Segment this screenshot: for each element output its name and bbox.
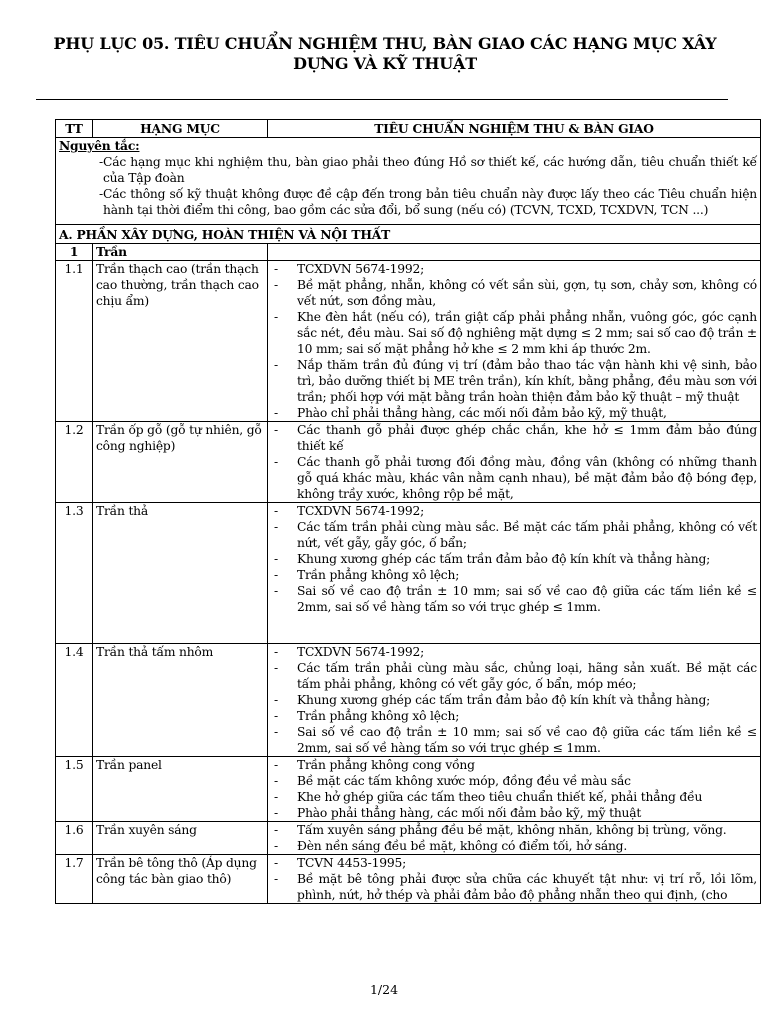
standard-list <box>271 757 757 821</box>
table-row <box>56 757 761 822</box>
group-tt: 1 <box>56 244 93 261</box>
section-a-title: A. PHẦN XÂY DỰNG, HOÀN THIỆN VÀ NỘI THẤT <box>56 225 761 244</box>
row-tt: 1.6 <box>56 822 93 855</box>
standard-list <box>271 855 757 903</box>
standard-item: - TCXDVN 5674-1992; <box>271 503 757 519</box>
standard-item: - Phào chỉ phải thẳng hàng, các mối nối đảm bảo kỹ, mỹ thuật, <box>271 405 757 421</box>
row-tt: 1.5 <box>56 757 93 822</box>
row-tt: 1.3 <box>56 503 93 644</box>
principle-item: - Các hạng mục khi nghiệm thu, bàn giao phải theo đúng Hồ sơ thiết kế, các hướng dẫn, tiêu chuẩn thiết kế của Tập đoàn <box>77 154 757 186</box>
row-item-name: Trần bê tông thô (Áp dụng công tác bàn giao thô) <box>93 855 268 904</box>
title-line-2: DỰNG VÀ KỸ THUẬT <box>293 54 477 73</box>
row-standard <box>268 855 761 904</box>
document-title <box>40 34 730 74</box>
standard-item: - Bề mặt các tấm không xước móp, đồng đều về màu sắc <box>271 773 757 789</box>
row-item-name: Trần panel <box>93 757 268 822</box>
table-row <box>56 261 761 422</box>
standard-item: - Khung xương ghép các tấm trần đảm bảo độ kín khít và thẳng hàng; <box>271 551 757 567</box>
header-tt: TT <box>56 120 93 138</box>
row-standard <box>268 503 761 644</box>
row-item-name: Trần ốp gỗ (gỗ tự nhiên, gỗ công nghiệp) <box>93 422 268 503</box>
table-row <box>56 644 761 757</box>
standard-item: - Trần phẳng không cong vồng <box>271 757 757 773</box>
standard-list <box>271 422 757 502</box>
row-tt: 1.4 <box>56 644 93 757</box>
row-tt: 1.2 <box>56 422 93 503</box>
row-standard <box>268 644 761 757</box>
row-tt: 1.7 <box>56 855 93 904</box>
row-standard <box>268 261 761 422</box>
principles-row <box>56 138 761 225</box>
standard-item: - Khe hở ghép giữa các tấm theo tiêu chuẩn thiết kế, phải thẳng đều <box>271 789 757 805</box>
header-item: HẠNG MỤC <box>93 120 268 138</box>
row-item-name: Trần thả <box>93 503 268 644</box>
standard-item: - Tấm xuyên sáng phẳng đều bề mặt, không nhăn, không bị trùng, võng. <box>271 822 757 838</box>
standard-list <box>271 644 757 756</box>
standard-item: - Bề mặt bê tông phải được sửa chữa các khuyết tật như: vị trí rỗ, lồi lõm, phình, nứt, hở thép và phải đảm bảo độ phẳng nhẵn theo qui định, (cho <box>271 871 757 903</box>
title-line-1: PHỤ LỤC 05. TIÊU CHUẨN NGHIỆM THU, BÀN GIAO CÁC HẠNG MỤC XÂY <box>53 34 717 53</box>
standard-item: - Nắp thăm trần đủ đúng vị trí (đảm bảo thao tác vận hành khi vệ sinh, bảo trì, bảo dưỡng thiết bị ME trên trần), kín khít, bằng phẳng, đều màu sơn với trần; phối hợp với mặt bằng trần hoàn thiện đảm bảo kỹ thuật – mỹ thuật <box>271 357 757 405</box>
standard-item: - Các tấm trần phải cùng màu sắc. Bề mặt các tấm phải phẳng, không có vết nứt, vết gẫy, gẫy góc, ố bẩn; <box>271 519 757 551</box>
table-row <box>56 503 761 644</box>
row-item-name: Trần xuyên sáng <box>93 822 268 855</box>
row-standard <box>268 422 761 503</box>
table-row <box>56 422 761 503</box>
standard-item: - TCXDVN 5674-1992; <box>271 644 757 660</box>
standard-item: - Các thanh gỗ phải được ghép chắc chắn, khe hở ≤ 1mm đảm bảo đúng thiết kế <box>271 422 757 454</box>
group-row <box>56 244 761 261</box>
table-row <box>56 855 761 904</box>
page-number: 1/24 <box>369 982 399 997</box>
standard-item: - Bề mặt phẳng, nhẵn, không có vết sần sùi, gợn, tụ sơn, chảy sơn, không có vết nứt, sơn đồng màu, <box>271 277 757 309</box>
section-row <box>56 225 761 244</box>
standard-item: - Trần phẳng không xô lệch; <box>271 567 757 583</box>
row-standard <box>268 822 761 855</box>
standard-item: - Các tấm trần phải cùng màu sắc, chủng loại, hãng sản xuất. Bề mặt các tấm phải phẳng, không có vết gẫy góc, ố bẩn, móp méo; <box>271 660 757 692</box>
row-item-name: Trần thả tấm nhôm <box>93 644 268 757</box>
principles-list <box>59 154 757 218</box>
standard-item: - Đèn nền sáng đều bề mặt, không có điểm tối, hở sáng. <box>271 838 757 854</box>
standard-list <box>271 503 757 615</box>
row-standard <box>268 757 761 822</box>
acceptance-standards-table <box>55 119 761 904</box>
row-tt: 1.1 <box>56 261 93 422</box>
standard-item: - Sai số về cao độ trần ± 10 mm; sai số về cao độ giữa các tấm liền kề ≤ 2mm, sai số về hàng tấm so với trục ghép ≤ 1mm. <box>271 724 757 756</box>
standard-item: - Các thanh gỗ phải tương đối đồng màu, đồng vân (không có những thanh gỗ quá khác màu, khác vân nằm cạnh nhau), bề mặt đảm bảo độ bóng đẹp, không trầy xước, không rộp bề mặt, <box>271 454 757 502</box>
standard-item: - Khe đèn hắt (nếu có), trần giật cấp phải phẳng nhẵn, vuông góc, góc cạnh sắc nét, đều màu. Sai số độ nghiêng mặt dựng ≤ 2 mm; sai số cao độ trần ± 10 mm; sai số mặt phẳng hở khe ≤ 2 mm khi áp thước 2m. <box>271 309 757 357</box>
table-header-row <box>56 120 761 138</box>
standard-item: - Khung xương ghép các tấm trần đảm bảo độ kín khít và thẳng hàng; <box>271 692 757 708</box>
title-divider <box>36 99 728 100</box>
principle-item: - Các thông số kỹ thuật không được đề cập đến trong bản tiêu chuẩn này được lấy theo các Tiêu chuẩn hiện hành tại thời điểm thi công, bao gồm các sửa đổi, bổ sung (nếu có) (TCVN, TCXD, TCXDVN, TCN ...) <box>77 186 757 218</box>
standard-item: - TCVN 4453-1995; <box>271 855 757 871</box>
standard-item: - Phào phải thẳng hàng, các mối nối đảm bảo kỹ, mỹ thuật <box>271 805 757 821</box>
standard-list <box>271 822 757 854</box>
row-item-name: Trần thạch cao (trần thạch cao thường, trần thạch cao chịu ẩm) <box>93 261 268 422</box>
principles-label: Nguyên tắc: <box>59 138 140 153</box>
group-name: Trần <box>93 244 268 261</box>
standard-item: - TCXDVN 5674-1992; <box>271 261 757 277</box>
table-row <box>56 822 761 855</box>
header-standard: TIÊU CHUẨN NGHIỆM THU & BÀN GIAO <box>268 120 761 138</box>
standard-item: - Trần phẳng không xô lệch; <box>271 708 757 724</box>
standard-item: - Sai số về cao độ trần ± 10 mm; sai số về cao độ giữa các tấm liền kề ≤ 2mm, sai số về hàng tấm so với trục ghép ≤ 1mm. <box>271 583 757 615</box>
standard-list <box>271 261 757 421</box>
